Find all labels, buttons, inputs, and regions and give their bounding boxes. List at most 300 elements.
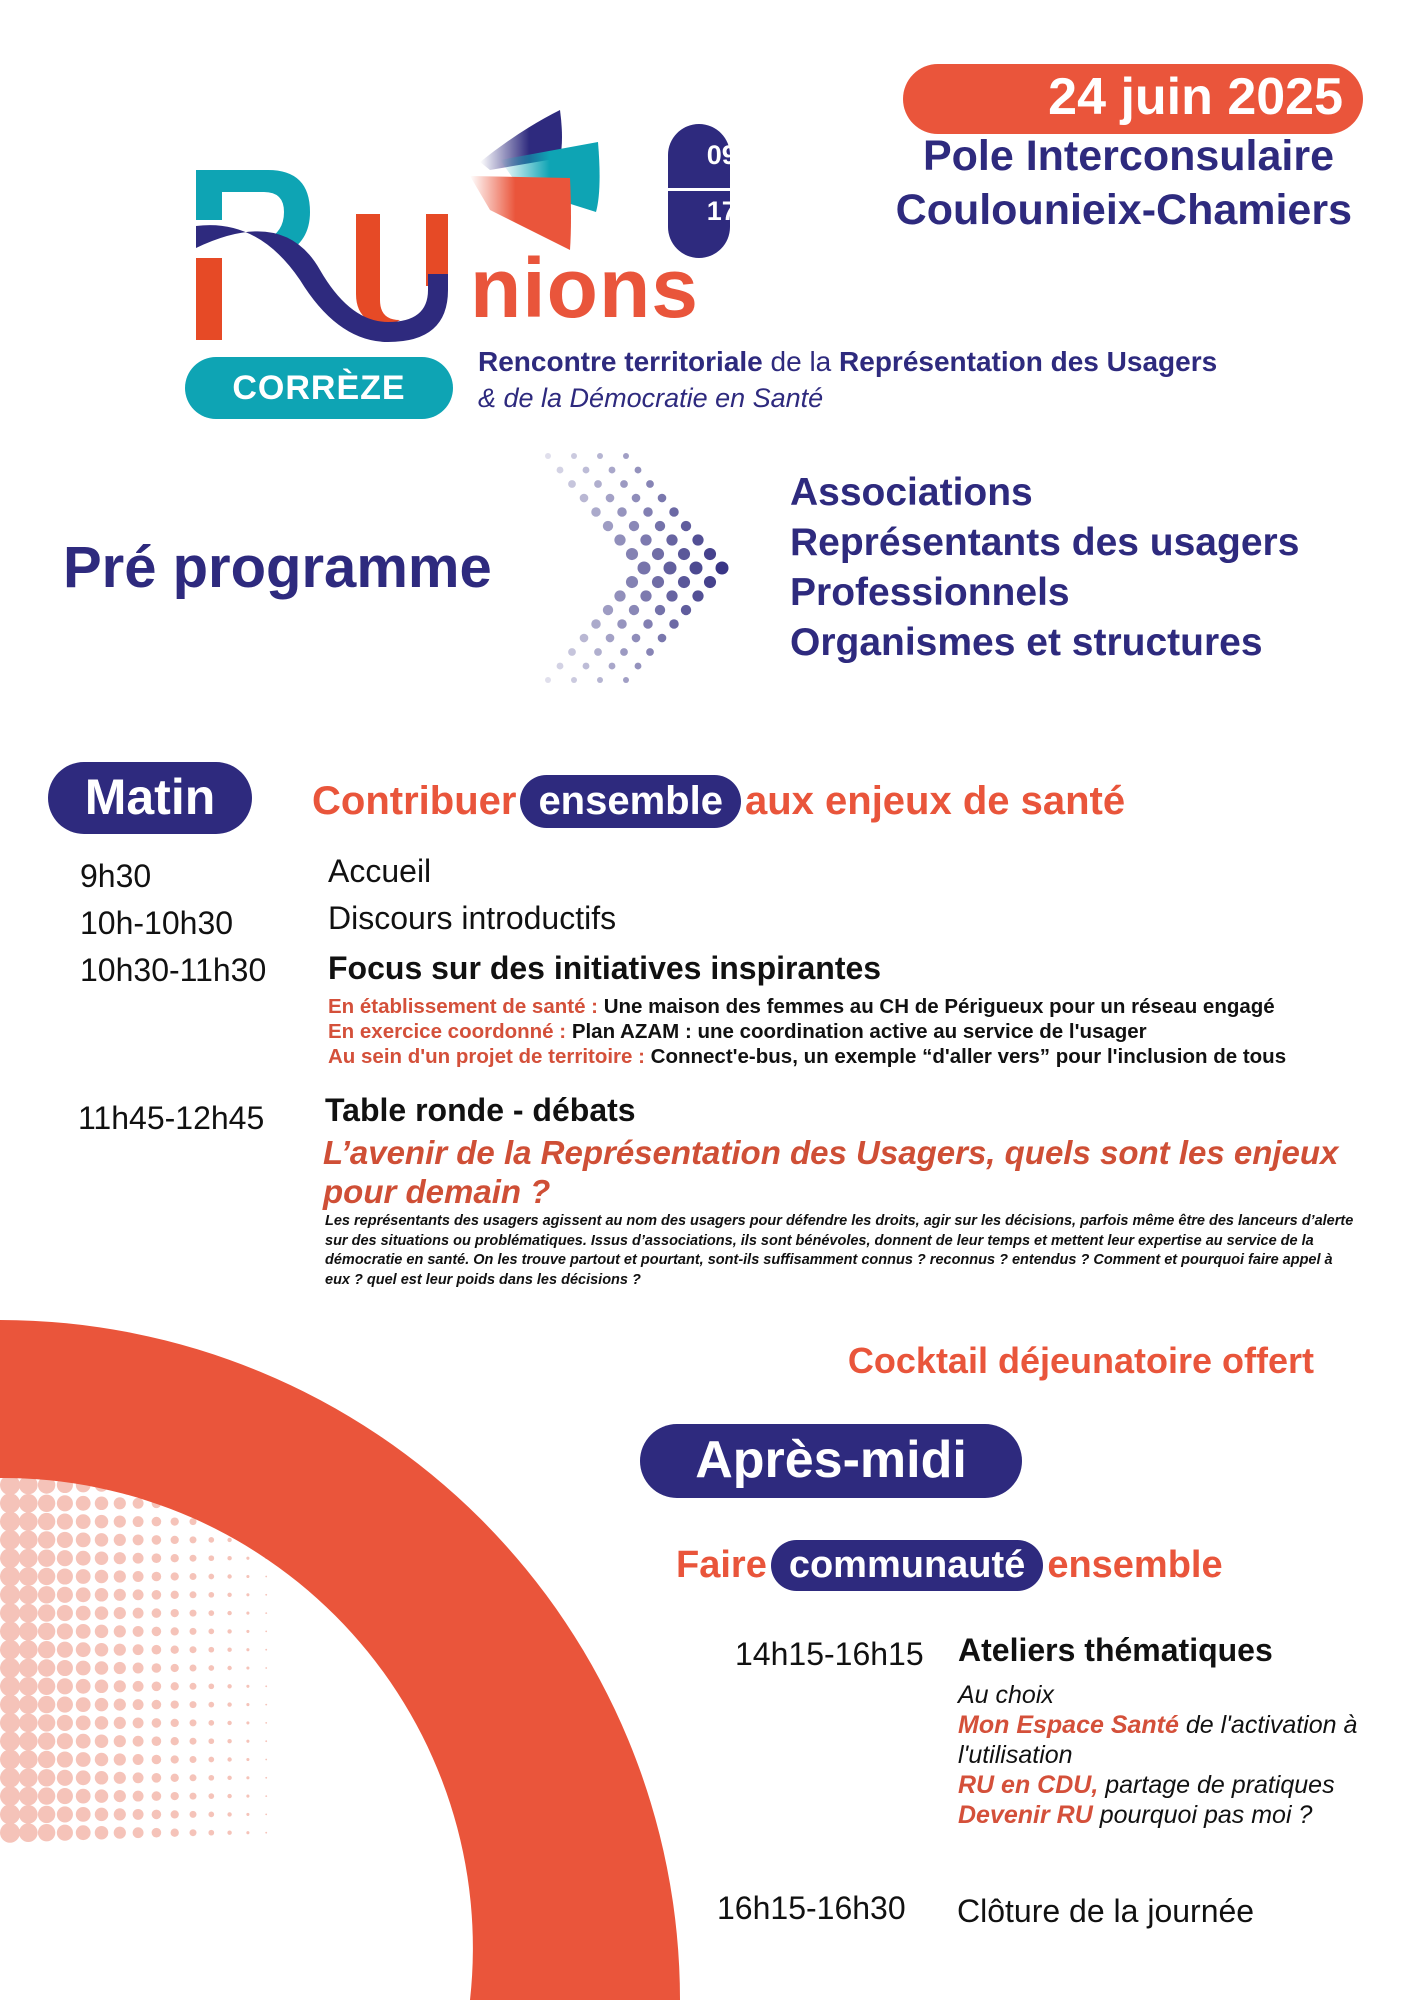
halftone-dot <box>76 1606 91 1621</box>
halftone-dot <box>265 1722 267 1724</box>
arrow-dot <box>643 619 653 629</box>
halftone-dot <box>114 1662 126 1674</box>
halftone-dot <box>57 1642 73 1658</box>
halftone-dot <box>57 1587 73 1603</box>
halftone-dot <box>246 1557 249 1560</box>
halftone-dot <box>133 1827 144 1838</box>
halftone-dot <box>208 1702 214 1708</box>
halftone-dot <box>152 1682 162 1692</box>
halftone-dot <box>246 1685 249 1688</box>
arrow-dot <box>609 663 616 670</box>
arrow-dot <box>635 663 642 670</box>
halftone-dot <box>38 1696 55 1713</box>
halftone-dot <box>76 1533 91 1548</box>
halftone-dot <box>76 1551 91 1566</box>
halftone-dot <box>19 1677 38 1696</box>
halftone-dot <box>114 1625 126 1637</box>
halftone-dot <box>38 1641 55 1658</box>
halftone-dot <box>265 1759 267 1761</box>
halftone-dot <box>19 1732 38 1751</box>
schedule-activity: Clôture de la journée <box>957 1893 1255 1929</box>
halftone-dot <box>57 1715 73 1731</box>
halftone-dot <box>0 1676 20 1696</box>
halftone-dot <box>171 1572 179 1580</box>
arrow-dot <box>666 534 677 545</box>
halftone-dot <box>95 1789 109 1803</box>
halftone-dot <box>171 1536 179 1544</box>
halftone-dot <box>57 1733 73 1749</box>
halftone-dot <box>38 1824 55 1841</box>
arrow-dot <box>603 605 613 615</box>
halftone-dot <box>95 1497 109 1511</box>
halftone-dot <box>171 1591 179 1599</box>
arrow-dot <box>557 663 564 670</box>
halftone-dot <box>0 1567 20 1587</box>
halftone-dot <box>208 1555 214 1561</box>
halftone-dot <box>57 1751 73 1767</box>
halftone-dot <box>114 1534 126 1546</box>
halftone-dot <box>38 1623 55 1640</box>
halftone-dot <box>208 1665 214 1671</box>
halftone-dot <box>133 1534 144 1545</box>
halftone-dot <box>152 1773 162 1783</box>
logo-wordmark: nions <box>470 241 699 335</box>
arrow-dot <box>614 534 625 545</box>
halftone-dot <box>265 1594 267 1596</box>
arrow-dot <box>658 494 667 503</box>
halftone-dot <box>19 1567 38 1586</box>
halftone-dot <box>246 1740 249 1743</box>
venue-name: Pole Interconsulaire <box>922 132 1334 180</box>
halftone-dot <box>152 1553 162 1563</box>
halftone-dot <box>38 1586 55 1603</box>
tagline-subtitle: & de la Démocratie en Santé <box>478 383 824 413</box>
halftone-dot <box>246 1648 249 1651</box>
halftone-dot <box>246 1575 249 1578</box>
lunch-note: Cocktail déjeunatoire offert <box>847 1340 1314 1381</box>
halftone-dot <box>57 1788 73 1804</box>
halftone-dot <box>38 1495 55 1512</box>
morning-theme <box>312 775 1125 828</box>
halftone-dot <box>152 1755 162 1765</box>
halftone-dot <box>19 1622 38 1641</box>
arrow-dot <box>603 521 613 531</box>
halftone-dot <box>152 1736 162 1746</box>
halftone-dot <box>19 1695 38 1714</box>
halftone-dot <box>76 1569 91 1584</box>
halftone-dot <box>190 1683 197 1690</box>
initiative-label: En établissement de santé : <box>328 995 604 1018</box>
halftone-dot <box>76 1679 91 1694</box>
arrow-dot <box>591 507 601 517</box>
halftone-dot <box>227 1611 231 1615</box>
arrow-dot <box>655 521 665 531</box>
halftone-dot <box>0 1640 20 1660</box>
halftone-dot <box>76 1624 91 1639</box>
halftone-dot <box>95 1680 109 1694</box>
halftone-dot <box>0 1768 20 1788</box>
arrow-dot <box>597 677 603 683</box>
halftone-dot <box>227 1776 231 1780</box>
halftone-dot <box>0 1804 20 1824</box>
arrow-dot <box>664 562 677 575</box>
arrow-dot <box>606 634 615 643</box>
halftone-dot <box>76 1661 91 1676</box>
arrow-dot <box>545 453 551 459</box>
audience-list <box>790 468 1299 668</box>
page-title: Pré programme <box>63 535 492 600</box>
end-time: 17h <box>706 196 754 226</box>
halftone-dot <box>246 1795 249 1798</box>
workshop-item-cont: l'utilisation <box>958 1741 1073 1769</box>
halftone-dot <box>152 1608 162 1618</box>
time-divider <box>668 188 730 191</box>
halftone-dot <box>171 1646 179 1654</box>
halftone-dot <box>76 1770 91 1785</box>
halftone-dot <box>95 1661 109 1675</box>
arrow-dot <box>652 548 664 560</box>
halftone-dot <box>208 1610 214 1616</box>
halftone-dot <box>114 1717 126 1729</box>
halftone-dot <box>265 1612 267 1614</box>
time-range-badge <box>668 124 754 258</box>
halftone-dot <box>246 1593 249 1596</box>
halftone-dot <box>227 1648 231 1652</box>
halftone-dot <box>190 1646 197 1653</box>
halftone-dot <box>208 1738 214 1744</box>
schedule-time: 11h45-12h45 <box>78 1100 265 1136</box>
arrow-dot <box>678 576 690 588</box>
workshop-highlight: Devenir RU <box>958 1801 1093 1829</box>
halftone-dot <box>265 1704 267 1706</box>
halftone-dot <box>57 1806 73 1822</box>
arrow-dot <box>606 494 615 503</box>
theme-post: ensemble <box>1047 1544 1223 1586</box>
halftone-dot <box>57 1605 73 1621</box>
halftone-dot <box>114 1570 126 1582</box>
halftone-dot <box>0 1786 20 1806</box>
workshop-item <box>958 1770 1357 1800</box>
arrow-dot <box>626 548 638 560</box>
halftone-dot <box>95 1588 109 1602</box>
schedule-activity: Focus sur des initiatives inspirantes <box>328 950 882 986</box>
halftone-dot <box>152 1590 162 1600</box>
theme-pre: Faire <box>676 1544 767 1586</box>
halftone-dot <box>76 1789 91 1804</box>
arrow-dot <box>658 634 667 643</box>
halftone-dot <box>265 1685 267 1687</box>
halftone-dot <box>114 1808 126 1820</box>
halftone-dot <box>38 1550 55 1567</box>
halftone-dot <box>246 1630 249 1633</box>
halftone-dot <box>19 1823 38 1842</box>
halftone-dot <box>227 1574 231 1578</box>
arrow-dot <box>620 648 628 656</box>
halftone-dot <box>190 1829 197 1836</box>
halftone-dot <box>114 1772 126 1784</box>
tagline-bold-1: Rencontre territoriale <box>478 346 763 377</box>
arrow-dot <box>580 634 589 643</box>
arrow-dot <box>614 590 625 601</box>
halftone-dot <box>76 1752 91 1767</box>
halftone-dot <box>190 1573 197 1580</box>
halftone-dot <box>171 1829 179 1837</box>
workshop-list <box>958 1680 1357 1830</box>
arrow-dot <box>617 507 627 517</box>
halftone-dot <box>208 1830 214 1836</box>
arrow-dot <box>580 494 589 503</box>
halftone-dot <box>114 1735 126 1747</box>
halftone-dot <box>19 1750 38 1769</box>
schedule-activity: Accueil <box>328 853 432 889</box>
halftone-dot <box>0 1585 20 1605</box>
halftone-dot <box>190 1738 197 1745</box>
decorative-arc-icon <box>0 1300 700 2000</box>
halftone-dot <box>57 1495 73 1511</box>
halftone-dot <box>76 1734 91 1749</box>
arrow-dot <box>692 534 703 545</box>
halftone-dot <box>114 1497 126 1509</box>
halftone-dot <box>0 1512 20 1532</box>
halftone-dot <box>190 1719 197 1726</box>
halftone-dot <box>246 1758 249 1761</box>
schedule-activity: Ateliers thématiques <box>958 1632 1273 1668</box>
halftone-dot <box>95 1570 109 1584</box>
halftone-dot <box>95 1753 109 1767</box>
halftone-dot <box>38 1787 55 1804</box>
schedule-activity: Discours introductifs <box>328 900 617 936</box>
halftone-dot <box>19 1787 38 1806</box>
halftone-dot <box>57 1550 73 1566</box>
halftone-dot <box>133 1791 144 1802</box>
arrow-dot <box>681 605 691 615</box>
theme-post: aux enjeux de santé <box>744 779 1126 823</box>
halftone-dot <box>208 1757 214 1763</box>
halftone-dot <box>227 1812 231 1816</box>
arrow-dot <box>632 634 641 643</box>
halftone-dot <box>171 1664 179 1672</box>
halftone-dot <box>190 1628 197 1635</box>
halftone-dot <box>208 1537 214 1543</box>
halftone-dot <box>95 1515 109 1529</box>
halftone-dot <box>133 1516 144 1527</box>
halftone-dot <box>19 1640 38 1659</box>
halftone-dot <box>190 1756 197 1763</box>
halftone-dot <box>265 1777 267 1779</box>
wings-logo-icon <box>460 100 610 260</box>
halftone-dot <box>114 1680 126 1692</box>
halftone-dot <box>38 1733 55 1750</box>
halftone-dot <box>0 1713 20 1733</box>
arrow-dot <box>643 507 653 517</box>
ru-logo-icon <box>188 170 460 350</box>
halftone-dot <box>95 1643 109 1657</box>
arrow-dot <box>640 534 651 545</box>
halftone-dot <box>208 1629 214 1635</box>
halftone-dot <box>0 1530 20 1550</box>
halftone-dot <box>0 1695 20 1715</box>
arrow-dot <box>571 453 577 459</box>
logo-u-left <box>356 214 400 325</box>
halftone-dot <box>57 1568 73 1584</box>
halftone-dot <box>95 1698 109 1712</box>
halftone-dot <box>265 1814 267 1816</box>
halftone-dot <box>227 1556 231 1560</box>
halftone-dot <box>76 1514 91 1529</box>
halftone-dot <box>57 1660 73 1676</box>
halftone-dot <box>152 1572 162 1582</box>
audience-item: Professionnels <box>790 571 1070 614</box>
halftone-dot <box>152 1700 162 1710</box>
arrow-dot <box>681 521 691 531</box>
halftone-dot <box>76 1825 91 1840</box>
afternoon-section-badge: Après-midi <box>640 1424 1022 1498</box>
halftone-dot <box>133 1589 144 1600</box>
halftone-dot <box>246 1721 249 1724</box>
halftone-dot <box>133 1754 144 1765</box>
halftone-dot <box>38 1531 55 1548</box>
halftone-dot <box>76 1716 91 1731</box>
arrow-dot <box>591 619 601 629</box>
halftone-dot <box>190 1555 197 1562</box>
initiative-text: Plan AZAM : une coordination active au service de l'usager <box>571 1020 1147 1043</box>
initiatives-list <box>328 994 1286 1069</box>
theme-highlight: communauté <box>771 1540 1043 1591</box>
halftone-dot <box>19 1585 38 1604</box>
arrow-dot <box>669 507 679 517</box>
halftone-dot <box>38 1513 55 1530</box>
arrow-dot <box>583 663 590 670</box>
halftone-dot <box>246 1813 249 1816</box>
halftone-dot <box>227 1666 231 1670</box>
halftone-dot <box>171 1810 179 1818</box>
theme-highlight: ensemble <box>520 775 741 828</box>
halftone-dot <box>38 1678 55 1695</box>
halftone-dot <box>171 1700 179 1708</box>
halftone-dot <box>171 1609 179 1617</box>
halftone-dot <box>265 1832 267 1834</box>
halftone-dot <box>246 1776 249 1779</box>
halftone-dot <box>76 1807 91 1822</box>
halftone-dot <box>152 1517 162 1527</box>
halftone-dot <box>95 1551 109 1565</box>
arrow-dot <box>669 619 679 629</box>
arrow-dot <box>568 480 576 488</box>
workshop-highlight: Mon Espace Santé <box>958 1711 1179 1739</box>
arrow-dot <box>678 548 690 560</box>
halftone-dot <box>208 1720 214 1726</box>
halftone-dot <box>114 1516 126 1528</box>
halftone-dot <box>19 1512 38 1531</box>
halftone-dot <box>152 1810 162 1820</box>
halftone-dot <box>95 1606 109 1620</box>
arrow-dot <box>652 576 664 588</box>
initiative-item <box>328 1044 1286 1069</box>
halftone-dot <box>265 1667 267 1669</box>
arrow-dot <box>646 480 654 488</box>
halftone-dot <box>227 1538 231 1542</box>
halftone-dot <box>19 1494 38 1513</box>
schedule-time: 10h30-11h30 <box>80 952 267 988</box>
halftone-dot <box>38 1769 55 1786</box>
halftone-dot <box>0 1750 20 1770</box>
halftone-dot <box>190 1591 197 1598</box>
schedule-time: 9h30 <box>80 858 152 894</box>
halftone-dot <box>19 1659 38 1678</box>
arrow-dot <box>617 619 627 629</box>
arrow-dot <box>629 605 639 615</box>
halftone-dot <box>227 1831 231 1835</box>
halftone-dot <box>171 1774 179 1782</box>
logo-r-stem <box>196 258 222 340</box>
halftone-dot <box>57 1514 73 1530</box>
workshop-text: de l'activation à <box>1178 1711 1358 1739</box>
halftone-dot <box>265 1740 267 1742</box>
halftone-dot <box>0 1658 20 1678</box>
schedule-time: 16h15-16h30 <box>717 1890 906 1926</box>
initiative-label: En exercice coordonné : <box>328 1020 572 1043</box>
workshop-text: pourquoi pas moi ? <box>1092 1801 1313 1829</box>
halftone-dot <box>171 1554 179 1562</box>
halftone-dot <box>114 1552 126 1564</box>
halftone-dot <box>133 1626 144 1637</box>
halftone-dot <box>38 1604 55 1621</box>
halftone-dot <box>57 1770 73 1786</box>
halftone-dot <box>171 1517 179 1525</box>
halftone-dot <box>171 1627 179 1635</box>
halftone-dot <box>95 1771 109 1785</box>
initiative-text: Une maison des femmes au CH de Périgueux pour un réseau engagé <box>603 995 1275 1018</box>
halftone-dot <box>171 1755 179 1763</box>
halftone-dot <box>152 1645 162 1655</box>
halftone-dot <box>208 1574 214 1580</box>
halftone-dot <box>265 1795 267 1797</box>
halftone-dot <box>152 1718 162 1728</box>
halftone-dot <box>246 1666 249 1669</box>
halftone-dot <box>190 1774 197 1781</box>
halftone-dot <box>227 1629 231 1633</box>
workshop-item <box>958 1800 1357 1830</box>
halftone-dot <box>0 1621 20 1641</box>
orange-arc <box>0 1320 680 2000</box>
tagline-bold-2: Représentation des Usagers <box>839 346 1218 377</box>
halftone-dot <box>114 1790 126 1802</box>
halftone-dot <box>227 1684 231 1688</box>
halftone-dot <box>57 1532 73 1548</box>
arrow-dot <box>623 677 629 683</box>
halftone-dot <box>0 1603 20 1623</box>
afternoon-theme <box>676 1540 1223 1591</box>
arrow-dot <box>716 562 729 575</box>
halftone-dot <box>95 1625 109 1639</box>
arrow-dot <box>626 576 638 588</box>
halftone-dot <box>171 1737 179 1745</box>
halftone-dot <box>95 1808 109 1822</box>
tagline <box>478 346 1217 378</box>
workshop-text: partage de pratiques <box>1098 1771 1335 1799</box>
halftone-dot <box>208 1775 214 1781</box>
halftone-dot <box>208 1592 214 1598</box>
arrow-dot <box>609 467 616 474</box>
halftone-dot <box>76 1496 91 1511</box>
halftone-dot <box>152 1663 162 1673</box>
halftone-dot <box>227 1702 231 1706</box>
arrow-dot <box>692 590 703 601</box>
arrow-dot <box>568 648 576 656</box>
workshop-subtitle: Au choix <box>958 1681 1054 1709</box>
arrow-dot <box>620 480 628 488</box>
halftone-dot <box>208 1812 214 1818</box>
